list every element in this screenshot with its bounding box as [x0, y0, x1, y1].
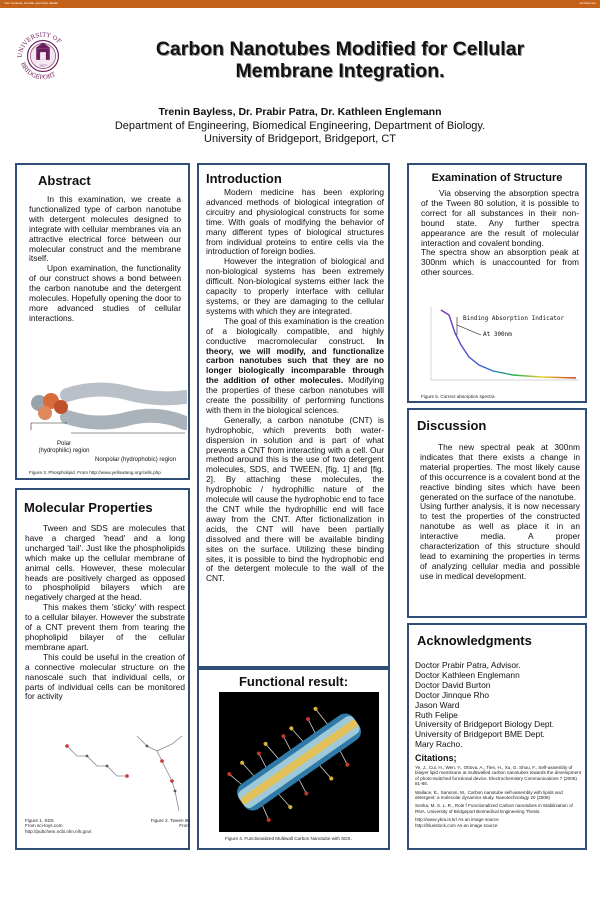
structure-figure-caption: Figure 5. Correct absorption spectra	[421, 394, 495, 399]
polar-region-label: Polar (hydrophilic) region	[38, 441, 90, 454]
discussion-paragraph-2: Using further analysis, it is now necessary to test the properties of the constructed nanotube as well as place it in an interactive media. A proper characterization of this structure should lead to examining the properties in terms of analyzing cellular media and possible use in medical development.	[420, 501, 580, 581]
intro-paragraph-3: The goal of this examination is the creation of a biologically compatible, and highly conductive macromolecular construct. In theory, we will modify, and functionalize carbon nanotubes such that they are no longer biologically incomparable through the addition of other molecules. Modifying the properties of these carbon nanotubes will create the possibility of performing functions with them in the biological sciences.	[206, 315, 384, 415]
figure-1-source: From sci-toys.com	[25, 823, 63, 829]
chart-annotation-300nm: At 300nm	[483, 331, 512, 338]
intro-paragraph-2: However the integration of biological and non-biological systems has been extremely difficult. Non-biological systems either lack the capacity to properly interface with cellular systems, or they are damaging to the cellular systems with which they are integrated.	[206, 256, 384, 316]
citation-2: Wallace, E., Sansom, M., Carbon nanotube self-assembly with lipids and detergent: a molecular dynamics study. Nanotechnology 20 (2009)	[415, 789, 563, 801]
discussion-paragraph-1: The new spectral peak at 300nm indicates that there exists a change in material properties. The most likely cause of this occurrence is a covalent bond at the reactive binding sites which have been generated on the surface of the nanotube.	[420, 442, 580, 502]
ack-item: Mary Racho.	[415, 739, 463, 750]
chart-annotation-binding: Binding Absorption Indicator	[463, 315, 565, 322]
examination-structure-heading: Examination of Structure	[431, 172, 563, 184]
absorption-spectrum-chart	[421, 305, 581, 390]
browser-bar-right-text: acrobat.com	[579, 1, 596, 5]
browser-bar-left-text: Your contents, formats, and other details	[4, 1, 58, 5]
department: Department of Engineering, Biomedical Engineering, Department of Biology. University of Bridgeport, Bridgeport, CT	[114, 120, 486, 145]
image-source-2: http://bluestock.com As an image source	[415, 822, 498, 828]
molecule-figures	[47, 726, 187, 816]
citations-heading: Citations;	[415, 753, 457, 763]
svg-text:1927: 1927	[39, 63, 47, 68]
introduction-heading: Introduction	[206, 171, 282, 186]
introduction-panel	[197, 163, 390, 668]
figure-1-caption: Figure 1. SDS	[25, 818, 54, 823]
acknowledgments-panel	[407, 623, 587, 850]
figure-2-source-url: http://pubchem.ncbi.nlm.nih.gov/.	[25, 828, 93, 834]
ack-item: Doctor Prabir Patra, Advisor.	[415, 660, 521, 670]
ack-item: University of Bridgeport Biology Dept.	[415, 719, 555, 730]
citation-3: Senka, M. S. L. R., Role f Functionalized Carbon nanotubes in Stabilization of RNA. University of Bridgeport Biomedical Engineering Thesis.	[415, 803, 573, 814]
functional-result-panel	[197, 668, 390, 850]
structure-paragraph-1: Via observing the absorption spectra of the Tween 80 solution, it is possible to correct for all substances in their non-bound state. Any further spectra appearance are the result of molecular interaction and covalent bonding.	[421, 188, 579, 248]
intro-paragraph-1: Modern medicine has been exploring advanced methods of biological integration of circuitry and physiological constructs for some time. With goals of modifying the behavior of many different types of biological structures from individual proteins to entire cells via the introduction of foreign bodies.	[206, 187, 384, 257]
ack-item: University of Bridgeport BME Dept.	[415, 729, 545, 740]
discussion-panel	[407, 408, 587, 618]
nonpolar-region-label: Nonpolar (hydrophobic) region	[95, 457, 177, 463]
browser-bar	[0, 0, 600, 8]
authors: Trenin Bayless, Dr. Prabir Patra, Dr. Kathleen Englemann	[158, 106, 442, 118]
seal-arc-bottom: BRIDGEPORT	[19, 61, 57, 82]
image-source-1: http://www.ykra.is.kr/ As an image source	[415, 817, 499, 823]
seal-arc-top: UNIVERSITY OF	[16, 31, 63, 59]
university-seal-logo	[14, 27, 72, 85]
figure-2-source-label: From	[179, 823, 190, 829]
phospholipid-tails	[67, 389, 185, 423]
molecular-properties-panel	[15, 488, 190, 850]
structure-paragraph-2: The spectra show an absorption peak at 300nm which is unaccounted for from other sources.	[421, 247, 579, 278]
ack-item: Ruth Felipe	[415, 709, 458, 720]
abstract-figure-caption: Figure 3. Phospholipid. From http://www.yellowtang.org/cells.php	[29, 470, 161, 475]
citation-1: Ye, J., Cui, H., Wen, Y., Ottova, A., Tien, H., Xu, G. Shou, F., Self-assembly of bilayer lipid membrane at multiwalled carbon nanotubes towards the development of photo-switched functional device. Electrochemistry Communications 7 (2005) 81-86.	[415, 765, 581, 787]
abstract-panel	[15, 163, 190, 480]
abstract-paragraph-1: In this examination, we create a functionalized type of carbon nanotube with detergent molecules designed to integrate with cellular membranes via an attractive electrical force between our molecular construct and the membrane itself.	[29, 194, 181, 264]
discussion-heading: Discussion	[417, 418, 487, 433]
ack-item: Doctor Jinnque Rho	[415, 689, 490, 700]
ack-item: Doctor David Burton	[415, 679, 491, 690]
functional-result-heading: Functional result:	[238, 674, 349, 689]
ack-item: Doctor Kathleen Englemann	[415, 669, 520, 680]
examination-structure-panel	[407, 163, 587, 403]
functional-result-caption: Figure 4. Functionalized Multiwall Carbon Nanotube with SDS.	[225, 836, 352, 841]
molecular-paragraph-2: This makes them 'sticky' with respect to a cellular bilayer. However the substrate of a CNT prevent them from tearing the phopholipid bilayer of the cellular membrane apart.	[25, 602, 185, 652]
molecular-properties-heading: Molecular Properties	[24, 500, 153, 515]
intro-paragraph-4: Generally, a carbon nanotube (CNT) is hydrophobic, which prevents both water-dispersion in solution and is part of what prevents a CNT from interacting with a cell. Our method around this is the use of two detergent molecules, SDS, and TWEEN, [fig. 1] and [fig. 2]. By attaching these molecules, the hydrophobic / hydrophillic nature of the molecule will cause the hydrophobic end to face the CNT while the hydrophillic end will face away from the CNT. After fictionalization in acids, the CNT will have been partially dissolved and there will be available binding sites on the surface. Utilizing these binding sites, it is possible to bind the hydrophobic end of the detergent molecule to the wall of the CNT.	[206, 414, 384, 584]
molecular-paragraph-1: Tween and SDS are molecules that have a charged 'head' and a long uncharged 'tail'. Just like the phospholipids which make up the cellular membrane of animal cells. However, these molecular heads are positively charged as opposed to phospholipid bilayers which are negatively charged at the head.	[25, 523, 185, 603]
functionalized-nanotube-image	[219, 692, 379, 832]
figure-2-caption: Figure 2. Tween 80	[150, 818, 190, 823]
ack-item: Jason Ward	[415, 699, 460, 710]
acknowledgments-heading: Acknowledgments	[417, 633, 532, 648]
abstract-heading: Abstract	[38, 173, 91, 188]
poster-title: Carbon Nanotubes Modified for Cellular Membrane Integration.	[155, 38, 525, 82]
abstract-paragraph-2: Upon examination, the functionality of our construct shows a bond between the carbon nanotube and the detergent molecules. Hopefully opening the door to more advanced studies of cellular interactions.	[29, 263, 181, 323]
molecular-paragraph-3: This could be useful in the creation of a connective molecular structure on the nanoscale such that individual cells, or parts of individual cells can be monitored for activity	[25, 651, 185, 702]
